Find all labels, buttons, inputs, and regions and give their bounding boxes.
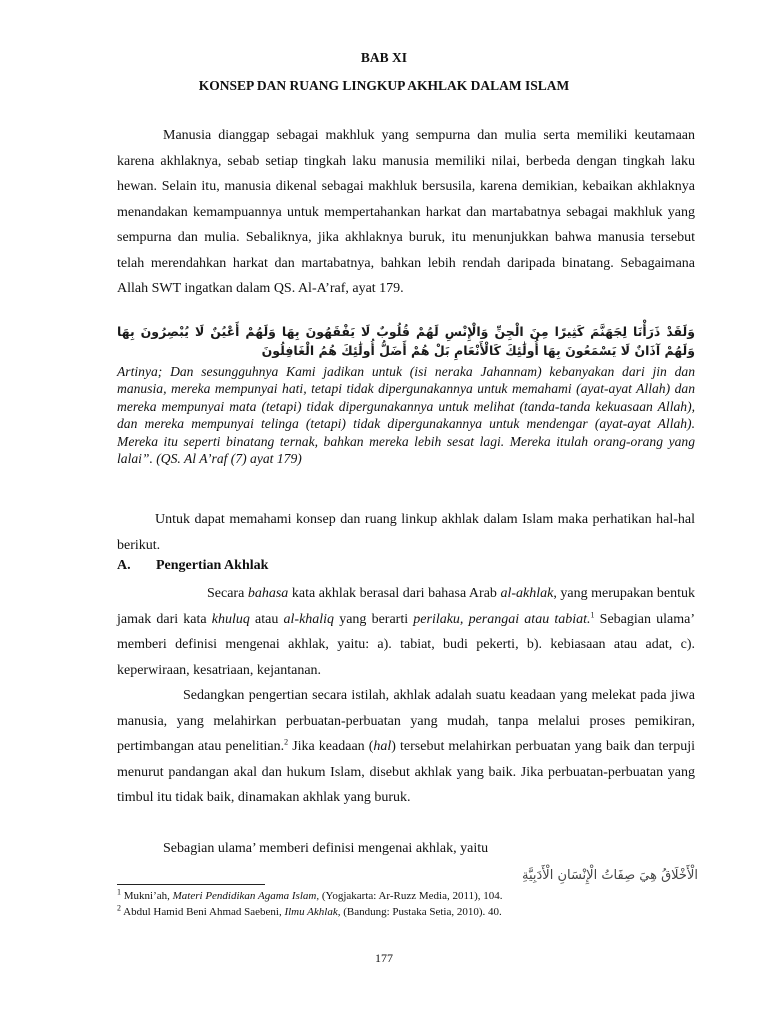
arabic-definition: الْأَخْلَاقُ هِيَ صِفَاتُ الْإِنْسَانِ الْأَدَبِيَّةِ [521,868,698,883]
footnote-ref-1: 1 [590,609,595,619]
footnote-1: $^1$ Mukni’ah, Materi Pendidikan Agama Islam, (Yogjakarta: Ar-Ruzz Media, 2011), 104. [117,887,503,902]
intro-paragraph: Manusia dianggap sebagai makhluk yang sempurna dan mulia serta memiliki keutamaan karena akhlaknya, sebab setiap tingkah laku manusia memiliki nilai, berbeda dengan tingkah laku hewan. Selain itu, manusia dikenal sebagai makhluk bersusila, karena demikian, kebaikan akhlaknya menandakan kemampuannya untuk mempertahankan harkat dan martabatnya sebagai makhluk yang sempurna dan mulia. Sebaliknya, jika akhlaknya buruk, itu menunjukkan bahwa manusia tersebut telah merendahkan harkat dan martabatnya, bahkan lebih rendah daripada binatang. Sebagaimana Allah SWT ingatkan dalam QS. Al-A’raf, ayat 179. [117,128,695,296]
transition-paragraph: Untuk dapat memahami konsep dan ruang linkup akhlak dalam Islam maka perhatikan hal-hal berikut. [117,512,695,553]
chapter-heading: BAB XI [360,50,408,65]
footnote-2: $^2$ Abdul Hamid Beni Ahmad Saebeni, Ilmu Akhlak, (Bandung: Pustaka Setia, 2010). 40. [117,903,502,918]
ulama-definition-line: Sebagian ulama’ memberi definisi mengenai akhlak, yaitu [163,841,489,856]
footnote-divider [117,884,265,885]
chapter-title: KONSEP DAN RUANG LINGKUP AKHLAK DALAM ISLAM [198,78,570,93]
section-title: Pengertian Akhlak [156,558,269,573]
verse-translation: Artinya; Dan sesungguhnya Kami jadikan untuk (isi neraka Jahannam) kebanyakan dari jin dan manusia, mereka mempunyai hati, tetapi tidak dipergunakannya untuk memahami (ayat-ayat Allah) dan mereka mempunyai mata (tetapi) tidak dipergunakannya untuk melihat (tanda-tanda kekuasaan Allah), dan mereka mempunyai telinga (tetapi) tidak dipergunakannya untuk mendengar (ayat-ayat Allah). Mereka itu seperti binatang ternak, bahkan mereka lebih sesat lagi. Mereka itulah orang-orang yang lalai”. (QS. Al A’raf (7) ayat 179) [117,364,695,467]
paragraph-bahasa: Secara bahasa kata akhlak berasal dari bahasa Arab al-akhlak, yang merupakan bentuk jamak dari kata khuluq atau al-khaliq yang berarti perilaku, perangai atau tabiat.$^1$ Sebagian ulama’ memberi definisi mengenai akhlak, yaitu: a). tabiat, budi pekerti, b). kebiasaan atau adat, c). keperwiraan, kesatriaan, kejantanan. [117,586,696,678]
page-number: 177 [375,951,393,965]
section-label: A. [117,558,131,573]
footnote-ref-2: 2 [284,737,289,747]
quran-verse-arabic: وَلَقَدْ ذَرَأْنَا لِجَهَنَّمَ كَثِيرًا مِنَ الْجِنِّ وَالْإِنْسِ لَهُمْ قُلُوبٌ لَا يَفْقَهُونَ بِهَا وَلَهُمْ أَعْيُنٌ لَا يُبْصِرُونَ بِهَا وَلَهُمْ آذَانٌ لَا يَسْمَعُونَ بِهَا أُولَٰئِكَ كَالْأَنْعَامِ بَلْ هُمْ أَضَلُّ أُولَٰئِكَ هُمُ الْغَافِلُونَ [117,324,695,358]
paragraph-istilah: Sedangkan pengertian secara istilah, akhlak adalah suatu keadaan yang melekat pada jiwa manusia, yang melahirkan perbuatan-perbuatan yang mudah, tanpa melalui proses pemikiran, pertimbangan atau penelitian.$^2$ Jika keadaan (hal) tersebut melahirkan perbuatan yang baik dan terpuji menurut pandangan akal dan hukum Islam, disebut akhlak yang baik. Jika perbuatan-perbuatan yang timbul itu tidak baik, dinamakan akhlak yang buruk. [117,688,695,805]
